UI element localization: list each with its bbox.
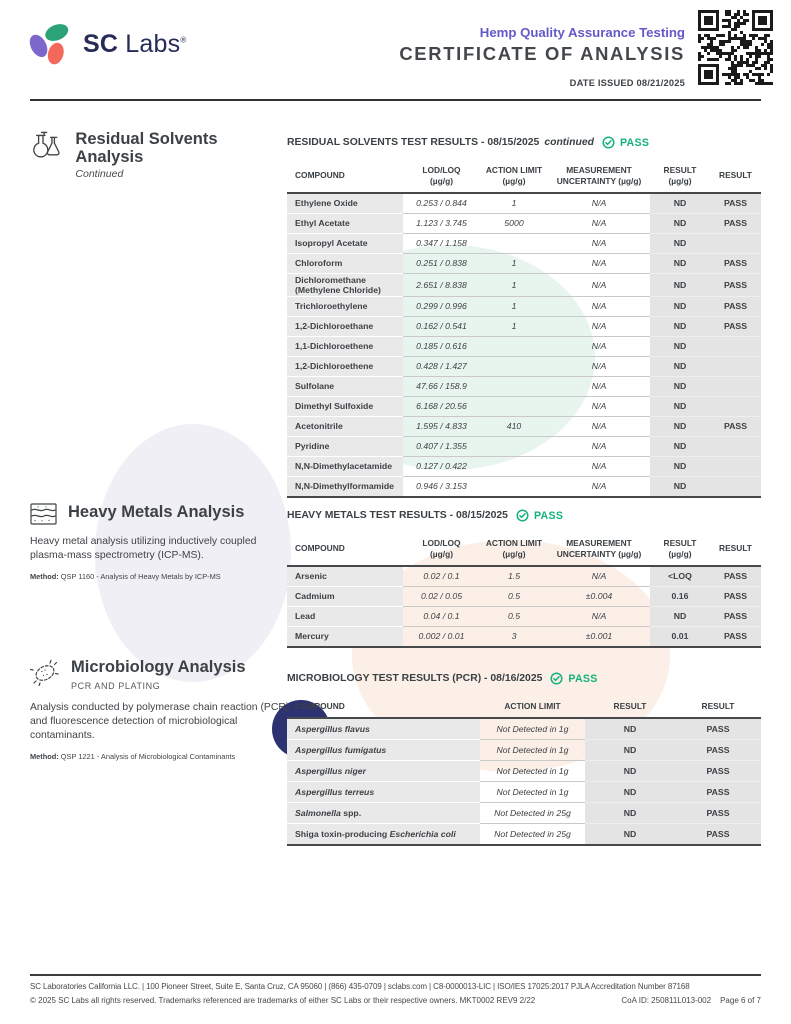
- table-row: [287, 253, 761, 273]
- value-cell: 0.04 / 0.1: [403, 606, 480, 626]
- value-cell: N/A: [548, 213, 650, 233]
- value-cell: PASS: [710, 606, 761, 626]
- compound-cell: Dichloromethane (Methylene Chloride): [287, 273, 403, 296]
- table-row: [287, 356, 761, 376]
- residual-solvents-table: [287, 158, 761, 498]
- qr-code: [698, 10, 776, 88]
- value-cell: Not Detected in 25g: [494, 828, 571, 839]
- column-header: RESULT: [710, 531, 761, 566]
- value-cell: 0.02 / 0.1: [403, 566, 480, 587]
- section-continued-label: Continued: [75, 168, 124, 181]
- date-issued: DATE ISSUED 08/21/2025: [569, 78, 685, 88]
- value-cell: ND: [650, 233, 710, 253]
- brand-sc: SC: [83, 29, 119, 58]
- column-header: ACTION LIMIT: [480, 694, 585, 718]
- value-cell: 1.595 / 4.833: [403, 416, 480, 436]
- section-title: Heavy Metals Analysis: [68, 503, 245, 521]
- results-table: [287, 158, 761, 498]
- value-cell: N/A: [548, 396, 650, 416]
- value-cell: ND: [650, 376, 710, 396]
- compound-cell: Aspergillus fumigatus: [287, 739, 480, 760]
- compound-cell: Shiga toxin-producing Escherichia coli: [287, 823, 480, 845]
- microbiology-results: [287, 672, 761, 846]
- value-cell: ND: [585, 739, 675, 760]
- sediment-layers-icon: [30, 503, 57, 525]
- value-cell: N/A: [548, 606, 650, 626]
- value-cell: 0.127 / 0.422: [403, 456, 480, 476]
- compound-cell: 1,1-Dichloroethene: [287, 336, 403, 356]
- section-title: Residual Solvents Analysis: [75, 130, 218, 167]
- column-header: MEASUREMENT UNCERTAINTY (µg/g): [548, 531, 650, 566]
- column-header: RESULT: [675, 694, 761, 718]
- compound-cell: Trichloroethylene: [287, 296, 403, 316]
- value-cell: [480, 476, 548, 497]
- value-cell: N/A: [548, 376, 650, 396]
- value-cell: [710, 476, 761, 497]
- check-circle-icon: [550, 672, 563, 685]
- value-cell: 0.347 / 1.158: [403, 233, 480, 253]
- value-cell: ND: [650, 476, 710, 497]
- column-header: ACTION LIMIT (µg/g): [480, 531, 548, 566]
- value-cell: 2.651 / 8.838: [403, 273, 480, 296]
- table-row: [287, 193, 761, 214]
- method-value: QSP 1160 - Analysis of Heavy Metals by ICP-MS: [60, 571, 221, 581]
- section-heavy-metals: [30, 503, 285, 581]
- results-title: RESIDUAL SOLVENTS TEST RESULTS - 08/15/2025: [287, 137, 540, 148]
- column-header: MEASUREMENT UNCERTAINTY (µg/g): [548, 158, 650, 193]
- value-cell: 1.5: [480, 566, 548, 587]
- table-row: [287, 739, 761, 760]
- page-number: Page 6 of 7: [720, 996, 761, 1005]
- table-row: [287, 296, 761, 316]
- compound-cell: N,N-Dimethylformamide: [287, 476, 403, 497]
- results-title-row: [287, 136, 761, 149]
- column-header: LOD/LOQ (µg/g): [403, 531, 480, 566]
- status-badge: PASS: [619, 136, 650, 149]
- footer-legal-row: [30, 996, 761, 1005]
- table-row: [287, 456, 761, 476]
- compound-cell: Aspergillus terreus: [287, 781, 480, 802]
- value-cell: ND: [650, 606, 710, 626]
- value-cell: PASS: [710, 193, 761, 214]
- results-table: [287, 531, 761, 648]
- value-cell: 1: [480, 296, 548, 316]
- value-cell: 0.946 / 3.153: [416, 481, 467, 492]
- section-method: [30, 572, 285, 581]
- value-cell: PASS: [710, 586, 761, 606]
- value-cell: 0.16: [650, 586, 710, 606]
- value-cell: ND: [650, 296, 710, 316]
- check-circle-icon: [516, 509, 529, 522]
- value-cell: 0.01: [650, 626, 710, 647]
- program-title: Hemp Quality Assurance Testing: [479, 25, 685, 40]
- value-cell: 0.162 / 0.541: [403, 316, 480, 336]
- table-row: [287, 396, 761, 416]
- value-cell: PASS: [675, 781, 761, 802]
- footer-doc-meta: [612, 996, 761, 1005]
- table-row: [287, 566, 761, 587]
- value-cell: [480, 336, 548, 356]
- value-cell: [710, 396, 761, 416]
- method-label: Method:: [30, 751, 59, 761]
- value-cell: ND: [650, 336, 710, 356]
- table-row: [287, 760, 761, 781]
- value-cell: 0.253 / 0.844: [403, 193, 480, 214]
- value-cell: ND: [650, 356, 710, 376]
- footer-copyright: © 2025 SC Labs all rights reserved. Trademarks referenced are trademarks of either SC Labs or their respective owners. MKT0002 REV9 2/22: [30, 996, 536, 1005]
- value-cell: PASS: [675, 823, 761, 845]
- results-continued-note: continued: [544, 137, 594, 148]
- value-cell: ND: [650, 316, 710, 336]
- value-cell: 0.428 / 1.427: [403, 356, 480, 376]
- table-row: [287, 626, 761, 647]
- column-header: LOD/LOQ (µg/g): [403, 158, 480, 193]
- compound-cell: 1,2-Dichloroethene: [287, 356, 403, 376]
- value-cell: PASS: [675, 739, 761, 760]
- method-label: Method:: [30, 571, 59, 581]
- compound-cell: Aspergillus niger: [287, 760, 480, 781]
- value-cell: 47.66 / 158.9: [403, 376, 480, 396]
- value-cell: PASS: [710, 626, 761, 647]
- status-badge: PASS: [568, 672, 598, 685]
- compound-cell: Isopropyl Acetate: [287, 233, 403, 253]
- table-row: [287, 213, 761, 233]
- table-row: [287, 316, 761, 336]
- brand-labs: Labs: [125, 29, 181, 58]
- value-cell: ND: [650, 193, 710, 214]
- value-cell: PASS: [675, 718, 761, 740]
- flask-icon: [30, 130, 64, 161]
- value-cell: N/A: [591, 481, 607, 492]
- value-cell: 5000: [480, 213, 548, 233]
- microbe-icon: [30, 658, 60, 686]
- value-cell: 0.5: [480, 586, 548, 606]
- compound-cell: Aspergillus flavus: [287, 718, 480, 740]
- value-cell: ND: [650, 213, 710, 233]
- section-subtitle: PCR AND PLATING: [71, 681, 161, 692]
- value-cell: N/A: [548, 193, 650, 214]
- column-header: COMPOUND: [287, 158, 403, 193]
- value-cell: ±0.001: [585, 631, 613, 642]
- table-row: [287, 606, 761, 626]
- value-cell: ND: [650, 416, 710, 436]
- value-cell: [480, 396, 548, 416]
- value-cell: [480, 456, 548, 476]
- table-row: [287, 476, 761, 497]
- value-cell: 3: [511, 631, 517, 642]
- value-cell: ND: [650, 273, 710, 296]
- value-cell: 1: [480, 316, 548, 336]
- value-cell: [480, 356, 548, 376]
- value-cell: ND: [650, 253, 710, 273]
- column-header: COMPOUND: [287, 694, 480, 718]
- value-cell: <LOQ: [650, 566, 710, 587]
- value-cell: N/A: [548, 436, 650, 456]
- status-badge: PASS: [533, 509, 564, 522]
- value-cell: 1: [480, 253, 548, 273]
- residual-solvents-results: [287, 136, 761, 498]
- value-cell: ND: [650, 456, 710, 476]
- compound-cell: 1,2-Dichloroethane: [287, 316, 403, 336]
- column-header: ACTION LIMIT (µg/g): [480, 158, 548, 193]
- value-cell: N/A: [548, 253, 650, 273]
- column-header: RESULT: [585, 694, 675, 718]
- compound-cell: Lead: [287, 606, 403, 626]
- value-cell: [480, 376, 548, 396]
- compound-cell: Cadmium: [287, 586, 403, 606]
- value-cell: 1: [480, 193, 548, 214]
- value-cell: PASS: [710, 213, 761, 233]
- section-description: Analysis conducted by polymerase chain reaction (PCR) and fluorescence detection of microbiological contaminants.: [30, 702, 290, 742]
- value-cell: 410: [480, 416, 548, 436]
- value-cell: 0.02 / 0.05: [403, 586, 480, 606]
- compound-cell: Acetonitrile: [287, 416, 403, 436]
- section-description: Heavy metal analysis utilizing inductively coupled plasma-mass spectrometry (ICP-MS).: [30, 536, 257, 561]
- compound-cell: Ethylene Oxide: [287, 193, 403, 214]
- value-cell: PASS: [710, 416, 761, 436]
- compound-cell: Ethyl Acetate: [287, 213, 403, 233]
- table-row: [287, 336, 761, 356]
- value-cell: 0.5: [480, 606, 548, 626]
- table-row: [287, 781, 761, 802]
- value-cell: Not Detected in 1g: [480, 718, 585, 740]
- table-row: [287, 802, 761, 823]
- column-header: COMPOUND: [287, 531, 403, 566]
- value-cell: 1.123 / 3.745: [403, 213, 480, 233]
- value-cell: PASS: [710, 296, 761, 316]
- document-title: CERTIFICATE OF ANALYSIS: [399, 43, 685, 64]
- column-header: RESULT: [710, 158, 761, 193]
- value-cell: N/A: [548, 273, 650, 296]
- sc-labs-logo: [28, 22, 186, 66]
- value-cell: ND: [585, 781, 675, 802]
- value-cell: [480, 436, 548, 456]
- compound-cell: Arsenic: [287, 566, 403, 587]
- value-cell: N/A: [548, 416, 650, 436]
- value-cell: PASS: [710, 273, 761, 296]
- value-cell: 1: [480, 273, 548, 296]
- table-row: [287, 376, 761, 396]
- value-cell: ±0.004: [548, 586, 650, 606]
- value-cell: [710, 356, 761, 376]
- compound-cell: Salmonella spp.: [287, 802, 480, 823]
- value-cell: PASS: [675, 760, 761, 781]
- value-cell: [710, 376, 761, 396]
- footer-lab-info: SC Laboratories California LLC. | 100 Pioneer Street, Suite E, Santa Cruz, CA 95060 | (866) 435-0709 | sclabs.com | C8-0000013-LIC | ISO/IES 17025:2017 PJLA Accreditation Number 87168: [30, 982, 690, 991]
- results-title-row: [287, 509, 761, 522]
- section-method: [30, 752, 294, 761]
- value-cell: N/A: [548, 456, 650, 476]
- table-row: [287, 586, 761, 606]
- value-cell: 0.002 / 0.01: [418, 631, 465, 642]
- heavy-metals-table: [287, 531, 761, 648]
- value-cell: ND: [585, 760, 675, 781]
- value-cell: 0.251 / 0.838: [403, 253, 480, 273]
- method-value: QSP 1221 - Analysis of Microbiological Contaminants: [60, 751, 236, 761]
- value-cell: Not Detected in 1g: [480, 739, 585, 760]
- section-microbiology: [30, 658, 294, 761]
- header-divider: [30, 99, 761, 101]
- value-cell: N/A: [548, 336, 650, 356]
- table-row: [287, 823, 761, 845]
- value-cell: ND: [650, 396, 710, 416]
- value-cell: 6.168 / 20.56: [403, 396, 480, 416]
- coa-id: CoA ID: 250811L013-002: [621, 996, 712, 1005]
- value-cell: PASS: [710, 566, 761, 587]
- results-title: HEAVY METALS TEST RESULTS - 08/15/2025: [287, 510, 508, 521]
- brand-wordmark: [83, 30, 186, 59]
- registered-mark: ®: [180, 35, 187, 45]
- sc-labs-logo-mark: [28, 22, 74, 66]
- column-header: RESULT (µg/g): [650, 158, 710, 193]
- compound-cell: Mercury: [287, 626, 403, 647]
- results-table: [287, 694, 761, 846]
- results-title-row: [287, 672, 761, 685]
- table-row: [287, 718, 761, 740]
- compound-cell: Dimethyl Sulfoxide: [287, 396, 403, 416]
- value-cell: N/A: [548, 316, 650, 336]
- value-cell: PASS: [710, 316, 761, 336]
- check-circle-icon: [602, 136, 615, 149]
- table-row: [287, 436, 761, 456]
- table-row: [287, 273, 761, 296]
- compound-cell: Chloroform: [287, 253, 403, 273]
- column-header: RESULT (µg/g): [650, 531, 710, 566]
- value-cell: 0.407 / 1.355: [403, 436, 480, 456]
- value-cell: Not Detected in 25g: [480, 802, 585, 823]
- compound-cell: N,N-Dimethylacetamide: [287, 456, 403, 476]
- header-titles: [399, 25, 685, 88]
- value-cell: [710, 436, 761, 456]
- value-cell: [710, 336, 761, 356]
- value-cell: ND: [650, 436, 710, 456]
- section-title: Microbiology Analysis: [71, 658, 246, 676]
- table-row: [287, 233, 761, 253]
- compound-cell: Sulfolane: [287, 376, 403, 396]
- value-cell: N/A: [548, 296, 650, 316]
- value-cell: Not Detected in 1g: [480, 781, 585, 802]
- value-cell: ND: [585, 823, 675, 845]
- value-cell: [710, 233, 761, 253]
- microbiology-table: [287, 694, 761, 846]
- value-cell: PASS: [675, 802, 761, 823]
- footer-divider: [30, 974, 761, 976]
- value-cell: 0.299 / 0.996: [403, 296, 480, 316]
- value-cell: ND: [585, 802, 675, 823]
- results-title: MICROBIOLOGY TEST RESULTS (PCR) - 08/16/2025: [287, 673, 543, 684]
- compound-cell: Pyridine: [287, 436, 403, 456]
- heavy-metals-results: [287, 509, 761, 648]
- value-cell: N/A: [548, 356, 650, 376]
- value-cell: N/A: [548, 566, 650, 587]
- value-cell: PASS: [710, 253, 761, 273]
- value-cell: [480, 233, 548, 253]
- table-row: [287, 416, 761, 436]
- value-cell: 0.185 / 0.616: [403, 336, 480, 356]
- value-cell: [710, 456, 761, 476]
- value-cell: ND: [585, 718, 675, 740]
- section-residual-solvents: [30, 130, 280, 180]
- value-cell: Not Detected in 1g: [480, 760, 585, 781]
- value-cell: N/A: [548, 233, 650, 253]
